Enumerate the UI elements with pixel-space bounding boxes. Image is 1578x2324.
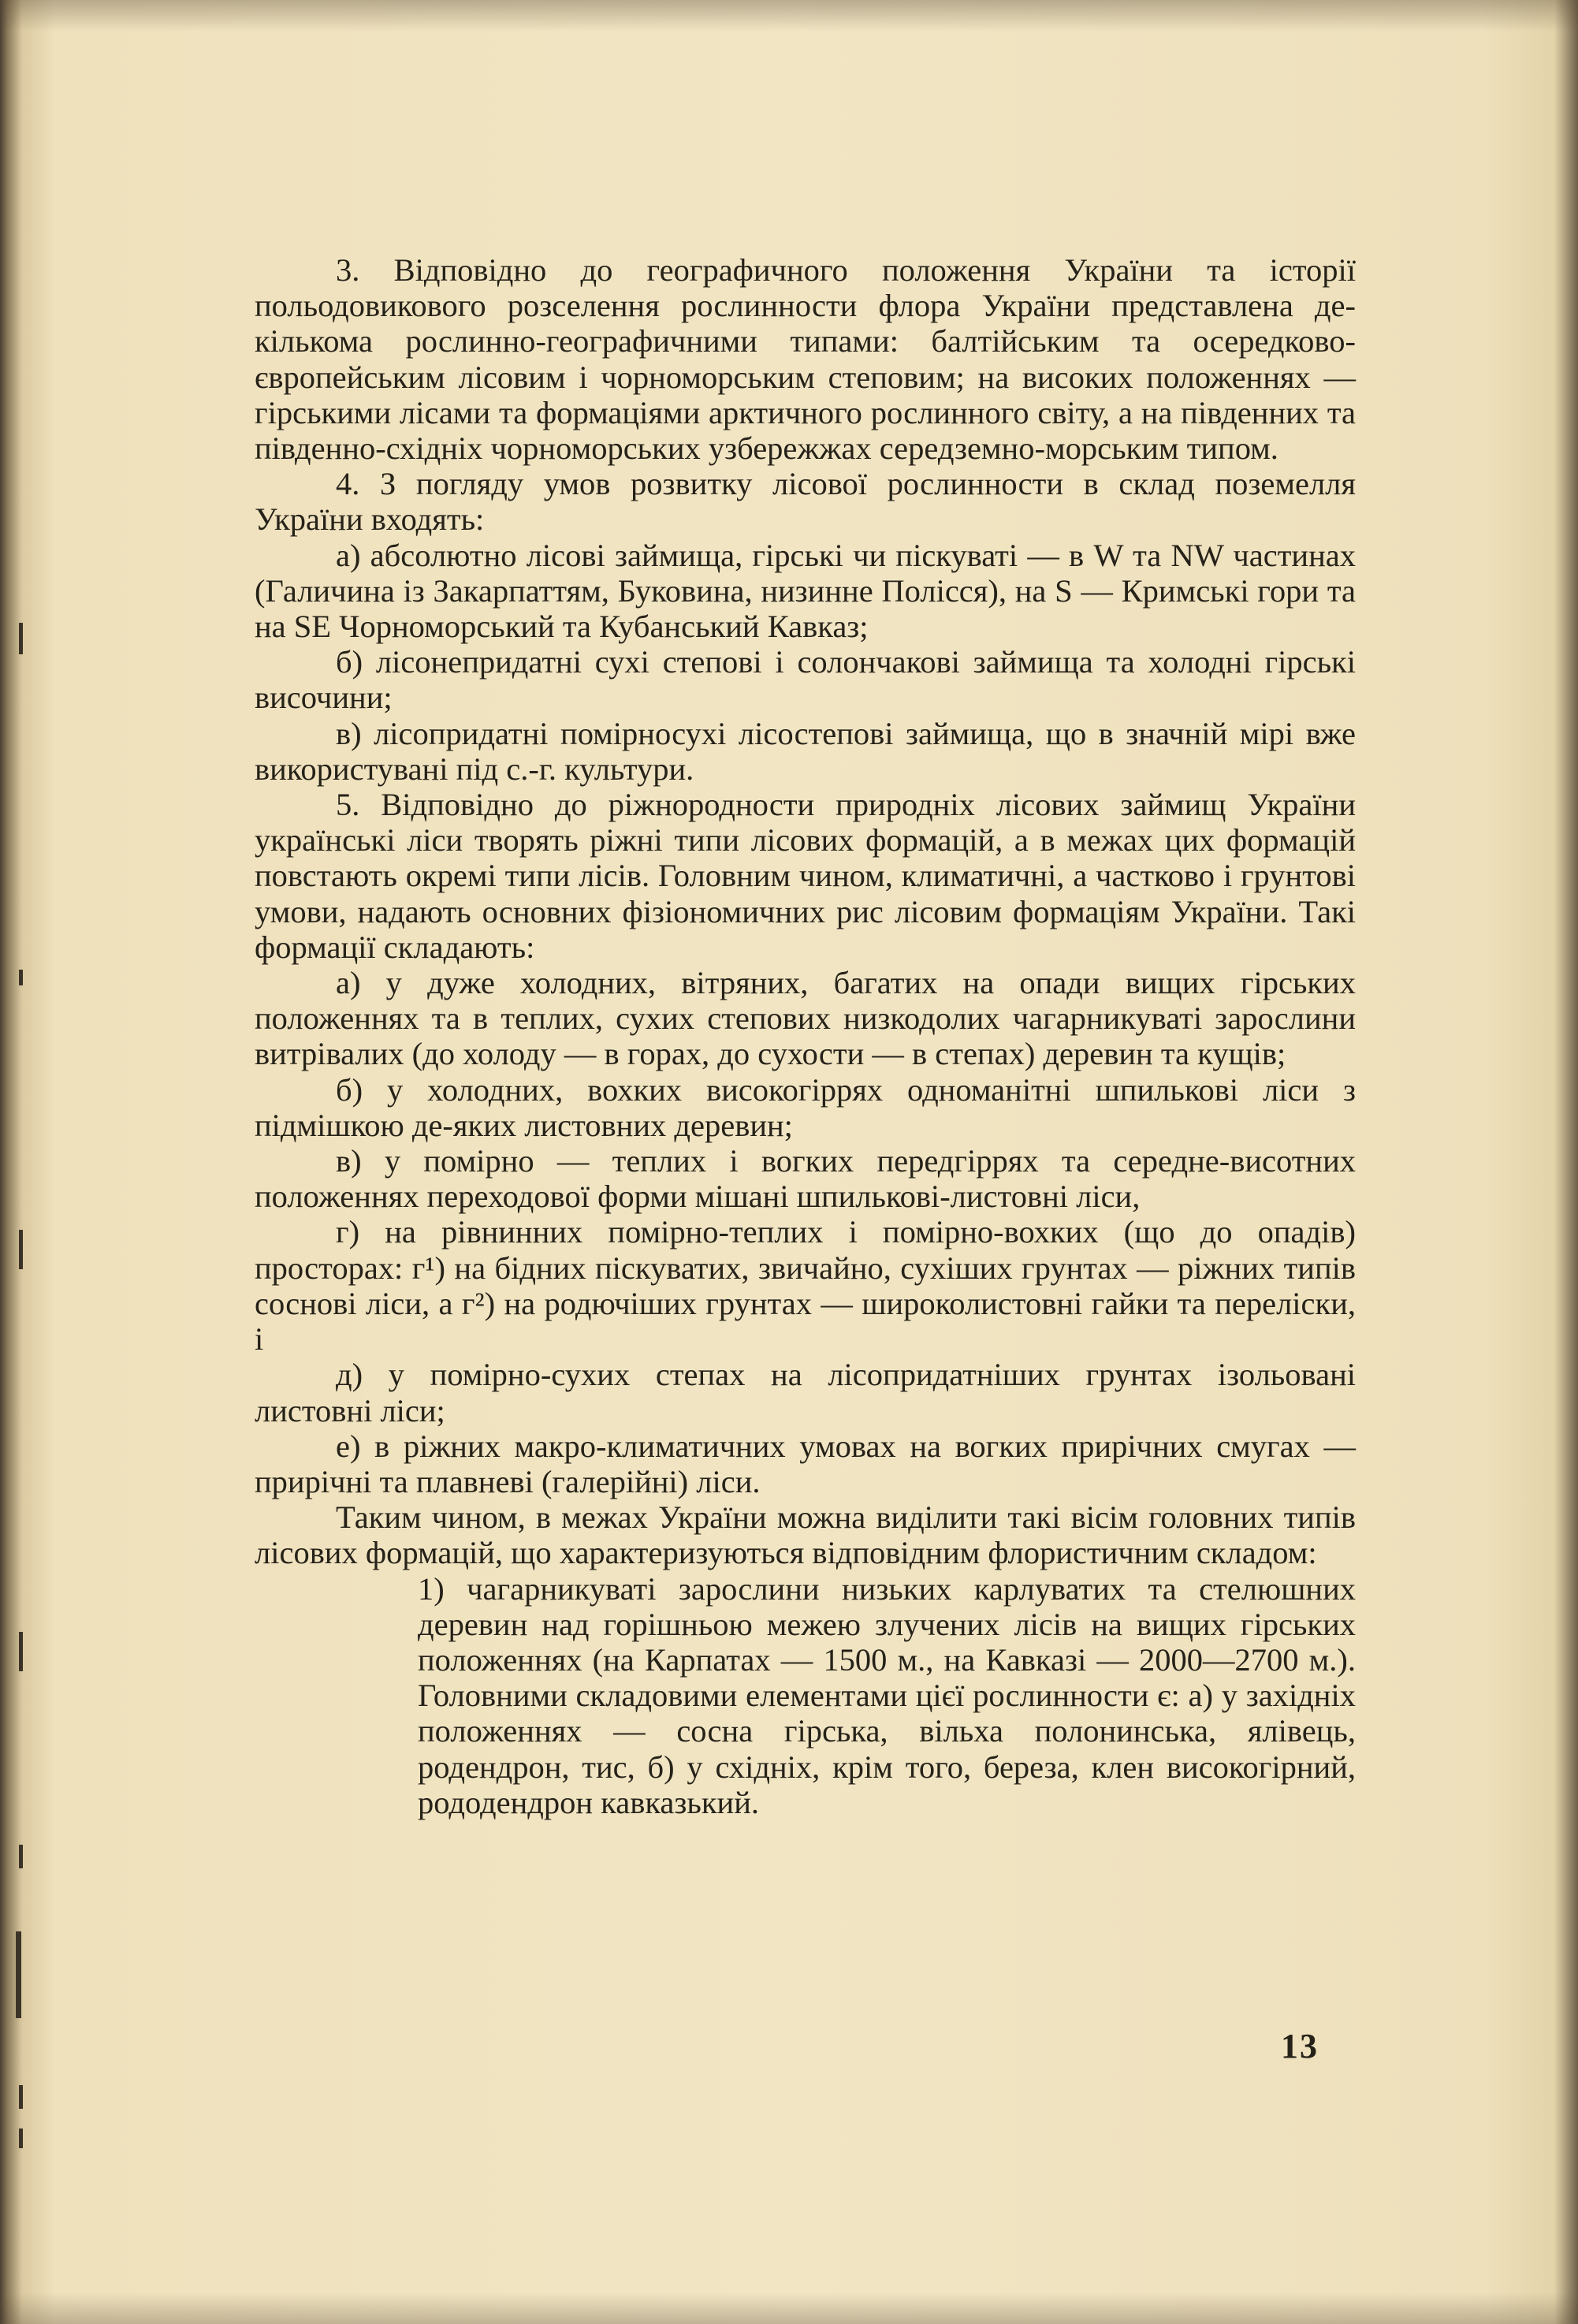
paragraph-4a: а) абсолютно лісові займища, гірські чи піскуваті — в W та NW частинах (Галичина із Закарпаттям, Буковина, низинне Полісся), на S — Кримські гори та на SE Чорноморський та Кубанський Кавказ; bbox=[255, 537, 1356, 645]
gutter-mark bbox=[19, 970, 23, 985]
paragraph-5a: а) у дуже холодних, вітряних, багатих на опади вищих гірських положеннях та в теплих, сухих степових низкодолих чагарникуваті зарослини витрівалих (до холоду — в горах, до сухости — в степах) деревин та кущів; bbox=[255, 965, 1356, 1072]
body-text bbox=[255, 252, 1356, 1820]
paragraph-summary: Таким чином, в межах України можна виділити такі вісім головних типів лісових формацій, що характеризуються відповідним флористичним складом: bbox=[255, 1499, 1356, 1571]
gutter-mark bbox=[19, 2128, 23, 2148]
list-item: 1) чагарникуваті зарослини низьких карлуватих та стелюшних деревин над горішньою межею злучених лісів на вищих гірських положеннях (на Карпатах — 1500 м., на Кавказі — 2000—2700 м.). Головними складовими елементами цієї рослинности є: а) у західніх положеннях — сосна гірська, вільха полонинська, ялівець, родендрон, тис, б) у східніх, крім того, береза, клен високогірний, рододендрон кавказький. bbox=[418, 1570, 1356, 1820]
paragraph-4c: в) лісопридатні помірносухі лісостепові займища, що в значній мірі вже використувані під с.-г. культури. bbox=[255, 715, 1356, 787]
gutter-mark bbox=[19, 1230, 23, 1269]
paragraph-3: 3. Відповідно до географичного положення України та історії польодовикового розселення рослинности флора України представлена де-кількома рослинно-географичними типами: балтійським та осередково-європейським лісовим і чорноморським степовим; на високих положеннях — гірськими лісами та формаціями арктичного рослинного світу, а на південних та південно-східніх чорноморських узбережжах середземно-морським типом. bbox=[255, 252, 1356, 467]
page-top-shadow bbox=[0, 0, 1578, 32]
paragraph-4b: б) лісонепридатні сухі степові і солончакові займища та холодні гірські височини; bbox=[255, 644, 1356, 716]
gutter-mark bbox=[19, 2085, 23, 2109]
paragraph-5c: в) у помірно — теплих і вогких передгіррях та середне-висотних положеннях переходової форми мішані шпилькові-листовні ліси, bbox=[255, 1143, 1356, 1215]
page-number: 13 bbox=[1281, 2027, 1319, 2065]
paragraph-5: 5. Відповідно до ріжнородности природніх лісових займищ України українські ліси творять ріжні типи лісових формацій, а в межах цих формацій повстають окремі типи лісів. Головним чином, климатичні, а частково і грунтові умови, надають основних фізіономичних рис лісовим формаціям України. Такі формації складають: bbox=[255, 787, 1356, 965]
gutter-mark bbox=[16, 1931, 21, 2018]
page-bottom-shadow bbox=[0, 2292, 1578, 2324]
paragraph-5e: д) у помірно-сухих степах на лісопридатніших грунтах ізольовані листовні ліси; bbox=[255, 1357, 1356, 1428]
gutter-mark bbox=[19, 1845, 23, 1868]
paragraph-5b: б) у холодних, вохких високогіррях одноманітні шпилькові ліси з підмішкою де-яких листовних деревин; bbox=[255, 1071, 1356, 1143]
gutter-mark bbox=[19, 623, 23, 654]
paragraph-5f: е) в ріжних макро-климатичних умовах на вогких прирічних смугах — прирічні та плавневі (галерійні) ліси. bbox=[255, 1428, 1356, 1499]
gutter-mark bbox=[19, 1632, 23, 1671]
paragraph-4: 4. З погляду умов розвитку лісової рослинности в склад поземелля України входять: bbox=[255, 466, 1356, 538]
paragraph-5d: г) на рівнинних помірно-теплих і помірно-вохких (що до опадів) просторах: г¹) на бідних піскуватих, звичайно, сухіших грунтах — ріжних типів соснові ліси, а г²) на родючіших грунтах — широколистовні гайки та переліски, і bbox=[255, 1214, 1356, 1358]
